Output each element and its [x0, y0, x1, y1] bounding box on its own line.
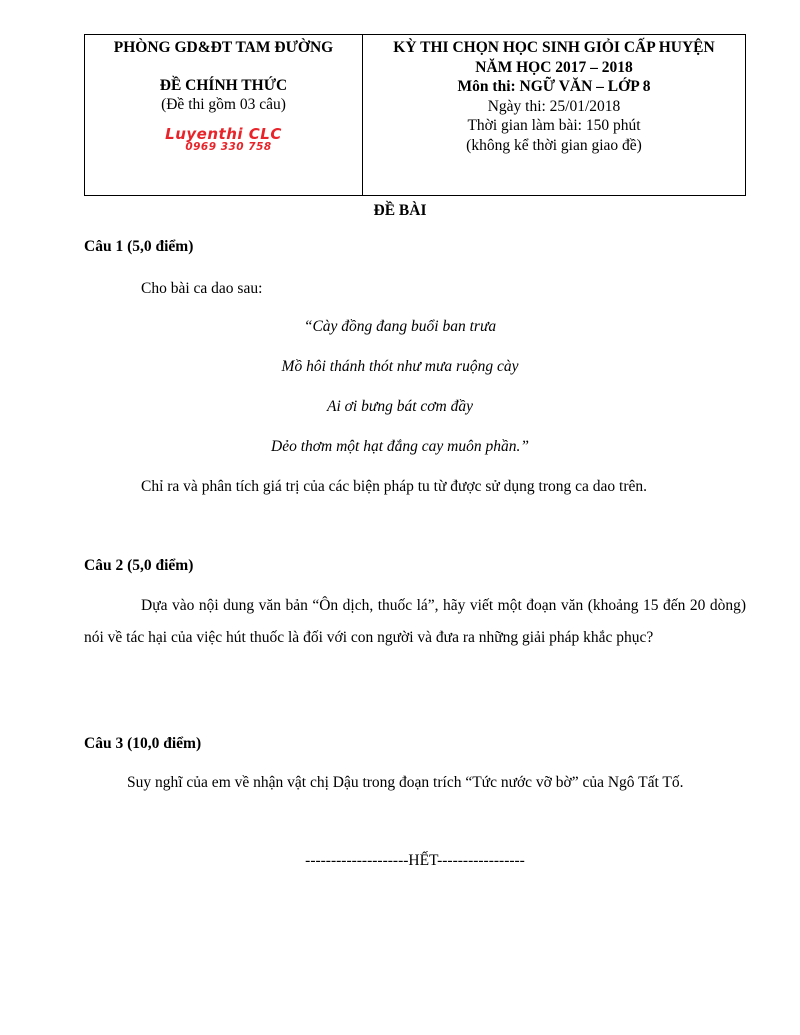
logo-phone: 0969 330 758	[185, 141, 272, 153]
question-3-heading: Câu 3 (10,0 điểm)	[84, 735, 202, 752]
poem-line-3: Ai ơi bưng bát cơm đầy	[327, 398, 473, 415]
question-count-note: (Đề thi gồm 03 câu)	[161, 96, 286, 113]
exam-duration: Thời gian làm bài: 150 phút	[467, 117, 641, 134]
subject: Môn thi: NGỮ VĂN – LỚP 8	[457, 78, 651, 95]
logo	[85, 125, 362, 154]
poem-line-4: Dẻo thơm một hạt đắng cay muôn phần.”	[271, 438, 529, 455]
logo-name: Luyenthi CLC	[165, 125, 282, 143]
department-name: PHÒNG GD&ĐT TAM ĐƯỜNG	[113, 39, 334, 56]
question-3-text: Suy nghĩ của em về nhận vật chị Dậu trong đoạn trích “Tức nước vỡ bờ” của Ngô Tất Tố.	[127, 774, 684, 791]
question-1-heading: Câu 1 (5,0 điểm)	[84, 238, 194, 255]
exam-name: KỲ THI CHỌN HỌC SINH GIỎI CẤP HUYỆN	[393, 39, 715, 56]
question-1-task: Chỉ ra và phân tích giá trị của các biện pháp tu từ được sử dụng trong ca dao trên.	[141, 478, 647, 495]
poem-line-1: “Cày đồng đang buổi ban trưa	[303, 318, 497, 335]
school-year: NĂM HỌC 2017 – 2018	[475, 58, 633, 76]
header-right	[363, 35, 745, 195]
duration-note: (không kể thời gian giao đề)	[466, 136, 642, 154]
question-2-heading: Câu 2 (5,0 điểm)	[84, 557, 194, 574]
exam-header	[84, 34, 746, 196]
official-label: ĐỀ CHÍNH THỨC	[159, 77, 288, 94]
end-marker: --------------------HẾT-----------------	[305, 852, 525, 869]
page-title: ĐỀ BÀI	[373, 202, 427, 219]
exam-date: Ngày thi: 25/01/2018	[487, 97, 621, 115]
header-left	[85, 35, 363, 195]
question-2-text: Dựa vào nội dung văn bản “Ôn dịch, thuốc lá”, hãy viết một đoạn văn (khoảng 15 đến 20 dòng) nói về tác hại của việc hút thuốc là đối với con người và đưa ra những giải pháp khắc phục?	[84, 597, 746, 646]
poem-line-2: Mồ hôi thánh thót như mưa ruộng cày	[281, 358, 519, 375]
question-1-intro: Cho bài ca dao sau:	[141, 280, 263, 297]
